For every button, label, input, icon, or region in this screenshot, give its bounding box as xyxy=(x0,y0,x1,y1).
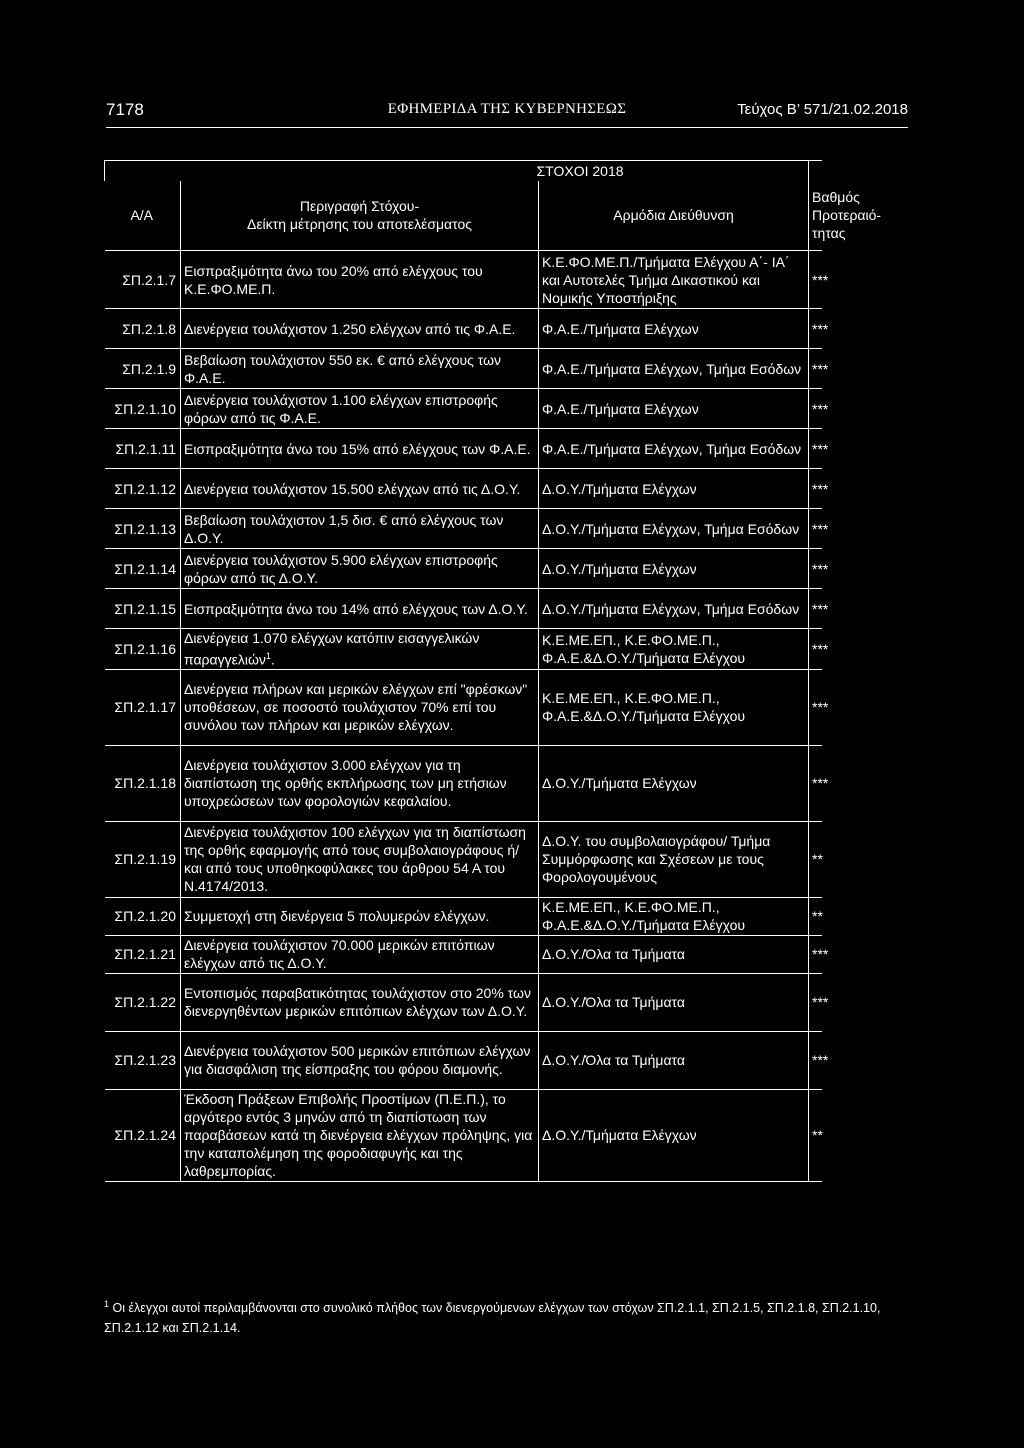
row-code: ΣΠ.2.1.12 xyxy=(105,469,181,509)
page-number: 7178 xyxy=(106,100,144,119)
row-department: Κ.Ε.ΜΕ.ΕΠ., Κ.Ε.ΦΟ.ΜΕ.Π., Φ.Α.Ε.&Δ.Ο.Υ./Τμήματα Ελέγχου xyxy=(539,629,809,670)
table-row xyxy=(105,669,823,745)
row-department: Φ.Α.Ε./Τμήματα Ελέγχων xyxy=(539,389,809,429)
table-title: ΣΤΟΧΟΙ 2018 xyxy=(105,161,809,181)
row-department: Δ.Ο.Υ./Τμήματα Ελέγχων xyxy=(539,1089,809,1181)
table-row xyxy=(105,251,823,309)
row-description: Διενέργεια τουλάχιστον 15.500 ελέγχων από τις Δ.Ο.Υ. xyxy=(181,469,539,509)
row-department: Δ.Ο.Υ./Όλα τα Τμήματα xyxy=(539,973,809,1031)
row-priority: *** xyxy=(809,745,822,821)
row-department: Δ.Ο.Υ./Τμήματα Ελέγχων, Τμήμα Εσόδων xyxy=(539,589,809,629)
table-row xyxy=(105,429,823,469)
row-code: ΣΠ.2.1.24 xyxy=(105,1089,181,1181)
table-row xyxy=(105,897,823,935)
row-code: ΣΠ.2.1.23 xyxy=(105,1031,181,1089)
col-header-code: Α/Α xyxy=(130,207,154,224)
table-row xyxy=(105,821,823,897)
row-priority: *** xyxy=(809,251,822,309)
row-priority: *** xyxy=(809,469,822,509)
row-priority: *** xyxy=(809,389,822,429)
row-department: Φ.Α.Ε./Τμήματα Ελέγχων xyxy=(539,309,809,349)
table-row xyxy=(105,309,823,349)
row-department: Φ.Α.Ε./Τμήματα Ελέγχων, Τμήμα Εσόδων xyxy=(539,429,809,469)
page-header xyxy=(106,97,908,128)
row-department: Δ.Ο.Υ./Τμήματα Ελέγχων xyxy=(539,549,809,589)
table-row xyxy=(105,1089,823,1181)
row-code: ΣΠ.2.1.9 xyxy=(105,349,181,389)
table-row xyxy=(105,745,823,821)
table-row xyxy=(105,629,823,670)
row-description: Διενέργεια πλήρων και μερικών ελέγχων επί "φρέσκων" υποθέσεων, σε ποσοστό τουλάχιστον 70% επί του συνόλου των πλήρων και μερικών ελέγχων. xyxy=(181,669,539,745)
row-description: Συμμετοχή στη διενέργεια 5 πολυμερών ελέγχων. xyxy=(181,897,539,935)
row-description: Εντοπισμός παραβατικότητας τουλάχιστον στο 20% των διενεργηθέντων μερικών επιτόπιων ελέγχων των Δ.Ο.Υ. xyxy=(181,973,539,1031)
footnote-text: Οι έλεγχοι αυτοί περιλαμβάνονται στο συνολικό πλήθος των διενεργούμενων ελέγχων των στόχων ΣΠ.2.1.1, ΣΠ.2.1.5, ΣΠ.2.1.8, ΣΠ.2.1.10, ΣΠ.2.1.12 και ΣΠ.2.1.14. xyxy=(104,1301,881,1336)
row-department: Δ.Ο.Υ. του συμβολαιογράφου/ Τμήμα Συμμόρφωσης και Σχέσεων με τους Φορολογουμένους xyxy=(539,821,809,897)
targets-table xyxy=(104,160,882,1182)
row-department: Κ.Ε.ΦΟ.ΜΕ.Π./Τμήματα Ελέγχου Α΄- ΙΑ΄ και Αυτοτελές Τμήμα Δικαστικού και Νομικής Υποστήριξης xyxy=(539,251,809,309)
row-description: Εισπραξιμότητα άνω του 15% από ελέγχους των Φ.Α.Ε. xyxy=(181,429,539,469)
footnote-marker: 1 xyxy=(104,1299,110,1309)
row-priority: *** xyxy=(809,589,822,629)
row-department: Δ.Ο.Υ./Όλα τα Τμήματα xyxy=(539,1031,809,1089)
row-code: ΣΠ.2.1.19 xyxy=(105,821,181,897)
row-description: Διενέργεια τουλάχιστον 1.250 ελέγχων από τις Φ.Α.Ε. xyxy=(181,309,539,349)
row-code: ΣΠ.2.1.17 xyxy=(105,669,181,745)
row-priority: *** xyxy=(809,429,822,469)
row-description: Έκδοση Πράξεων Επιβολής Προστίμων (Π.Ε.Π.), το αργότερο εντός 3 μηνών από τη διαπίστωση των παραβάσεων κατά τη διενέργεια ελέγχων πρόληψης, για την καταπολέμηση της φοροδιαφυγής και της λαθρεμπορίας. xyxy=(181,1089,539,1181)
footnote-ref: 1 xyxy=(265,651,271,661)
table-row xyxy=(105,509,823,549)
row-department: Φ.Α.Ε./Τμήματα Ελέγχων, Τμήμα Εσόδων xyxy=(539,349,809,389)
row-priority: ** xyxy=(809,1089,822,1181)
row-code: ΣΠ.2.1.15 xyxy=(105,589,181,629)
row-department: Δ.Ο.Υ./Τμήματα Ελέγχων xyxy=(539,469,809,509)
row-description: Εισπραξιμότητα άνω του 20% από ελέγχους του Κ.Ε.ΦΟ.ΜΕ.Π. xyxy=(181,251,539,309)
gazette-title: ΕΦΗΜΕΡΙΔΑ ΤΗΣ ΚΥΒΕΡΝΗΣΕΩΣ xyxy=(387,101,627,117)
row-description: Βεβαίωση τουλάχιστον 550 εκ. € από ελέγχους των Φ.Α.Ε. xyxy=(181,349,539,389)
table-row xyxy=(105,549,823,589)
row-priority: *** xyxy=(809,309,822,349)
row-priority: *** xyxy=(809,973,822,1031)
row-code: ΣΠ.2.1.18 xyxy=(105,745,181,821)
table-row xyxy=(105,1031,823,1089)
row-description: Διενέργεια τουλάχιστον 1.100 ελέγχων επιστροφής φόρων από τις Φ.Α.Ε. xyxy=(181,389,539,429)
row-code: ΣΠ.2.1.11 xyxy=(105,429,181,469)
table-row xyxy=(105,973,823,1031)
row-priority: *** xyxy=(809,349,822,389)
row-code: ΣΠ.2.1.7 xyxy=(105,251,181,309)
row-priority: *** xyxy=(809,669,822,745)
row-priority: ** xyxy=(809,897,822,935)
col-header-desc: Περιγραφή Στόχου- Δείκτη μέτρησης του αποτελέσματος xyxy=(181,181,539,251)
row-code: ΣΠ.2.1.14 xyxy=(105,549,181,589)
col-header-dept: Αρμόδια Διεύθυνση xyxy=(539,181,809,251)
row-priority: *** xyxy=(809,509,822,549)
row-code: ΣΠ.2.1.21 xyxy=(105,935,181,973)
row-department: Κ.Ε.ΜΕ.ΕΠ., Κ.Ε.ΦΟ.ΜΕ.Π., Φ.Α.Ε.&Δ.Ο.Υ./Τμήματα Ελέγχου xyxy=(539,897,809,935)
row-priority: *** xyxy=(809,549,822,589)
row-department: Δ.Ο.Υ./Τμήματα Ελέγχων, Τμήμα Εσόδων xyxy=(539,509,809,549)
row-department: Δ.Ο.Υ./Όλα τα Τμήματα xyxy=(539,935,809,973)
row-description: Διενέργεια 1.070 ελέγχων κατόπιν εισαγγελικών παραγγελιών$^1$. xyxy=(181,629,539,670)
row-code: ΣΠ.2.1.13 xyxy=(105,509,181,549)
col-header-prio: Βαθμός Προτεραιό- τητας xyxy=(812,189,882,242)
row-code: ΣΠ.2.1.10 xyxy=(105,389,181,429)
row-code: ΣΠ.2.1.16 xyxy=(105,629,181,670)
table-row xyxy=(105,589,823,629)
row-priority: *** xyxy=(809,935,822,973)
row-code: ΣΠ.2.1.22 xyxy=(105,973,181,1031)
row-code: ΣΠ.2.1.20 xyxy=(105,897,181,935)
row-description: Διενέργεια τουλάχιστον 3.000 ελέγχων για τη διαπίστωση της ορθής εκπλήρωσης των μη ετήσιων υποχρεώσεων των φορολογιών κεφαλαίου. xyxy=(181,745,539,821)
table-row xyxy=(105,469,823,509)
issue-info: Τεύχος Β’ 571/21.02.2018 xyxy=(737,101,908,118)
row-description: Βεβαίωση τουλάχιστον 1,5 δισ. € από ελέγχους των Δ.Ο.Υ. xyxy=(181,509,539,549)
row-description: Διενέργεια τουλάχιστον 500 μερικών επιτόπιων ελέγχων για διασφάλιση της είσπραξης του φόρου διαμονής. xyxy=(181,1031,539,1089)
row-description: Διενέργεια τουλάχιστον 70.000 μερικών επιτόπιων ελέγχων από τις Δ.Ο.Υ. xyxy=(181,935,539,973)
row-department: Κ.Ε.ΜΕ.ΕΠ., Κ.Ε.ΦΟ.ΜΕ.Π., Φ.Α.Ε.&Δ.Ο.Υ./Τμήματα Ελέγχου xyxy=(539,669,809,745)
table-row xyxy=(105,389,823,429)
footnote xyxy=(104,1294,914,1338)
row-description: Εισπραξιμότητα άνω του 14% από ελέγχους των Δ.Ο.Υ. xyxy=(181,589,539,629)
row-priority: *** xyxy=(809,1031,822,1089)
row-department: Δ.Ο.Υ./Τμήματα Ελέγχων xyxy=(539,745,809,821)
row-description: Διενέργεια τουλάχιστον 100 ελέγχων για τη διαπίστωση της ορθής εφαρμογής από τους συμβολαιογράφους ή/και από τους υποθηκοφύλακες του άρθρου 54 Α του Ν.4174/2013. xyxy=(181,821,539,897)
table-row xyxy=(105,349,823,389)
table-row xyxy=(105,935,823,973)
row-description: Διενέργεια τουλάχιστον 5.900 ελέγχων επιστροφής φόρων από τις Δ.Ο.Υ. xyxy=(181,549,539,589)
row-priority: ** xyxy=(809,821,822,897)
row-priority: *** xyxy=(809,629,822,670)
row-code: ΣΠ.2.1.8 xyxy=(105,309,181,349)
